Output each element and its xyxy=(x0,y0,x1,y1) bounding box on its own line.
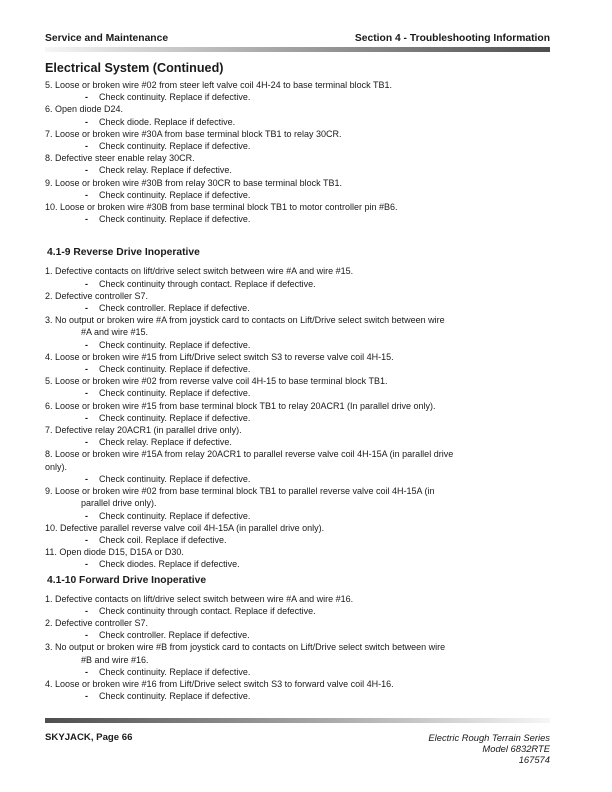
list-subitem: - Check continuity. Replace if defective. xyxy=(85,141,251,152)
list-subitem: - Check continuity. Replace if defective. xyxy=(85,388,251,399)
list-item: 5. Loose or broken wire #02 from reverse valve coil 4H-15 to base terminal block TB1. xyxy=(45,376,388,387)
list-subitem: - Check continuity. Replace if defective. xyxy=(85,691,251,702)
section-heading-4-1-9: 4.1-9 Reverse Drive Inoperative xyxy=(47,247,200,259)
list-subitem: - Check diodes. Replace if defective. xyxy=(85,559,240,570)
forward-drive-list xyxy=(45,593,550,703)
list-item-continuation: #B and wire #16. xyxy=(81,654,149,665)
list-subitem: - Check continuity. Replace if defective. xyxy=(85,189,251,200)
list-item-continuation: only). xyxy=(45,461,68,472)
header-rule xyxy=(45,47,550,52)
list-item: 6. Open diode D24. xyxy=(45,104,124,115)
footer-model: Model 6832RTE xyxy=(482,743,550,755)
list-item: 2. Defective controller S7. xyxy=(45,290,149,301)
list-item: 7. Defective relay 20ACR1 (in parallel drive only). xyxy=(45,425,242,436)
list-item: 11. Open diode D15, D15A or D30. xyxy=(45,547,184,558)
list-item: 8. Defective steer enable relay 30CR. xyxy=(45,153,195,164)
list-item: 9. Loose or broken wire #02 from base terminal block TB1 to parallel reverse valve coil 4H-15A (in xyxy=(45,486,435,497)
list-subitem: - Check relay. Replace if defective. xyxy=(85,437,232,448)
list-subitem: - Check controller. Replace if defective. xyxy=(85,303,250,314)
list-item: 7. Loose or broken wire #30A from base terminal block TB1 to relay 30CR. xyxy=(45,128,342,139)
header-right: Section 4 - Troubleshooting Information xyxy=(354,33,550,44)
list-subitem: - Check controller. Replace if defective. xyxy=(85,630,250,641)
page-footer xyxy=(45,718,550,770)
list-item: 9. Loose or broken wire #30B from relay 30CR to base terminal block TB1. xyxy=(45,177,342,188)
list-subitem: - Check continuity. Replace if defective. xyxy=(85,473,251,484)
continued-list xyxy=(45,79,550,225)
list-subitem: - Check continuity. Replace if defective. xyxy=(85,412,251,423)
list-item: 1. Defective contacts on lift/drive select switch between wire #A and wire #16. xyxy=(45,593,354,604)
footer-doc-number: 167574 xyxy=(518,754,550,766)
list-subitem: - Check relay. Replace if defective. xyxy=(85,165,232,176)
list-subitem: - Check continuity. Replace if defective. xyxy=(85,92,251,103)
page-header xyxy=(45,30,550,54)
list-subitem: - Check continuity. Replace if defective. xyxy=(85,214,251,225)
list-subitem: - Check continuity through contact. Replace if defective. xyxy=(85,278,316,289)
list-subitem: - Check diode. Replace if defective. xyxy=(85,116,236,127)
list-item: 10. Defective parallel reverse valve coil 4H-15A (in parallel drive only). xyxy=(45,522,325,533)
list-item: 3. No output or broken wire #A from joystick card to contacts on Lift/Drive select switch between wire xyxy=(45,315,445,326)
list-subitem: - Check continuity through contact. Replace if defective. xyxy=(85,605,316,616)
list-item: 4. Loose or broken wire #16 from Lift/Drive select switch S3 to forward valve coil 4H-16. xyxy=(45,678,394,689)
footer-rule xyxy=(45,718,550,723)
list-item: 1. Defective contacts on lift/drive select switch between wire #A and wire #15. xyxy=(45,266,354,277)
list-subitem: - Check continuity. Replace if defective. xyxy=(85,339,251,350)
list-subitem: - Check continuity. Replace if defective. xyxy=(85,364,251,375)
list-item: 3. No output or broken wire #B from joystick card to contacts on Lift/Drive select switch between wire xyxy=(45,642,446,653)
list-item: 4. Loose or broken wire #15 from Lift/Drive select switch S3 to reverse valve coil 4H-15. xyxy=(45,351,394,362)
list-item: 10. Loose or broken wire #30B from base terminal block TB1 to motor controller pin #B6. xyxy=(45,202,398,213)
footer-series: Electric Rough Terrain Series xyxy=(428,732,550,743)
reverse-drive-list xyxy=(45,265,550,570)
list-subitem: - Check continuity. Replace if defective. xyxy=(85,510,251,521)
list-item: 5. Loose or broken wire #02 from steer left valve coil 4H-24 to base terminal block TB1. xyxy=(45,80,393,90)
list-item: 8. Loose or broken wire #15A from relay 20ACR1 to parallel reverse valve coil 4H-15A (in parallel drive xyxy=(45,449,454,460)
list-subitem: - Check continuity. Replace if defective. xyxy=(85,666,251,677)
footer-page-number: SKYJACK, Page 66 xyxy=(45,732,133,743)
document-body xyxy=(45,79,550,702)
list-item-continuation: #A and wire #15. xyxy=(81,327,149,338)
section-heading-4-1-10: 4.1-10 Forward Drive Inoperative xyxy=(47,574,207,586)
page-title: Electrical System (Continued) xyxy=(45,61,224,75)
list-item-continuation: parallel drive only). xyxy=(81,498,157,509)
header-left: Service and Maintenance xyxy=(45,33,169,44)
list-item: 6. Loose or broken wire #15 from base terminal block TB1 to relay 20ACR1 (In parallel drive only). xyxy=(45,400,436,411)
list-item: 2. Defective controller S7. xyxy=(45,617,149,628)
footer-model-info xyxy=(428,732,550,766)
list-subitem: - Check coil. Replace if defective. xyxy=(85,534,227,545)
